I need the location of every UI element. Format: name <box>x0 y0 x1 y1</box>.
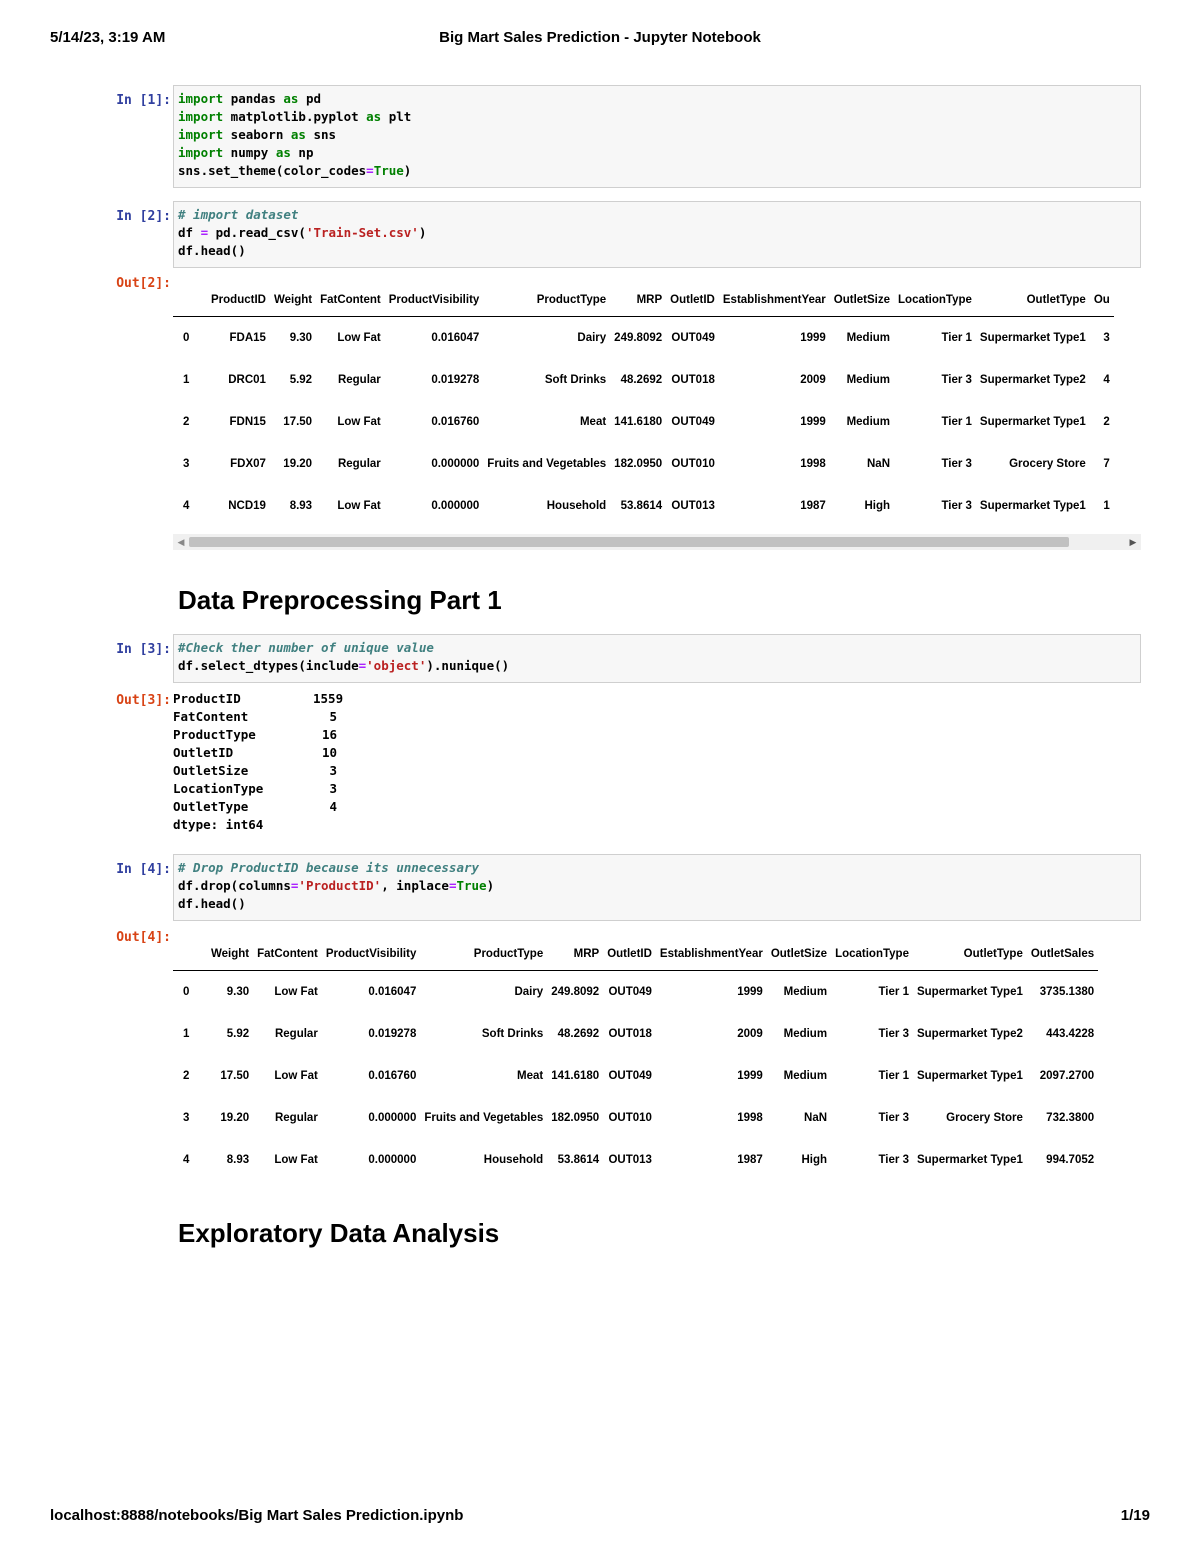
column-header: ProductVisibility <box>385 284 484 317</box>
table-cell: 2009 <box>737 1028 763 1040</box>
column-header: ProductType <box>483 284 610 317</box>
column-header: MRP <box>610 284 666 317</box>
table-cell: 141.6180 <box>551 1070 600 1082</box>
table-cell: 0.016760 <box>431 416 480 428</box>
column-header: OutletID <box>603 938 656 971</box>
table-cell: Regular <box>274 1028 318 1040</box>
table-cell: Dairy <box>577 332 607 344</box>
table-cell: Tier 1 <box>941 416 972 428</box>
print-header <box>50 29 1150 49</box>
table-cell: 2097.2700 <box>1039 1070 1095 1082</box>
table-cell: 0.016760 <box>368 1070 417 1082</box>
output-cell-3 <box>105 690 1141 840</box>
page-title: Big Mart Sales Prediction - Jupyter Notebook <box>439 29 761 46</box>
table-cell: 5.92 <box>289 374 313 386</box>
table-cell: Grocery Store <box>946 1111 1023 1124</box>
table-cell: Tier 3 <box>941 374 972 386</box>
series-row <box>173 690 1141 708</box>
horizontal-scrollbar[interactable] <box>173 534 1141 550</box>
series-dtype: dtype: int64 <box>173 817 264 832</box>
table-cell: Tier 3 <box>878 1112 909 1124</box>
table-cell: 1999 <box>737 986 763 998</box>
series-row <box>173 708 1141 726</box>
table-row <box>173 359 1114 401</box>
table-cell: Household <box>546 500 607 512</box>
table-cell: 1999 <box>800 416 826 428</box>
series-row <box>173 762 1141 780</box>
table-cell: 3 <box>1103 332 1110 344</box>
table-cell: Supermarket Type2 <box>979 373 1086 386</box>
page-number: 1/19 <box>1120 1507 1150 1524</box>
table-cell: 17.50 <box>220 1070 250 1082</box>
column-header: OutletSales <box>1027 938 1098 971</box>
row-index: 2 <box>183 1070 190 1082</box>
column-header: OutletType <box>913 938 1027 971</box>
table-cell: 2 <box>1103 416 1110 428</box>
table-cell: 0.000000 <box>431 500 480 512</box>
series-value: 10 <box>321 745 337 760</box>
series-key: FatContent <box>173 709 249 724</box>
table-row <box>173 317 1114 360</box>
table-cell: Low Fat <box>274 1154 318 1166</box>
table-cell: 1 <box>1103 500 1110 512</box>
scroll-left-icon[interactable]: ◀ <box>177 537 185 547</box>
table-cell: Tier 3 <box>878 1028 909 1040</box>
table-cell: Supermarket Type1 <box>916 985 1023 998</box>
table-cell: 0.016047 <box>368 986 417 998</box>
column-header: EstablishmentYear <box>656 938 767 971</box>
column-header: FatContent <box>253 938 322 971</box>
table-cell: 182.0950 <box>551 1112 600 1124</box>
code-cell-3 <box>105 634 1141 684</box>
table-cell: OUT049 <box>608 1070 652 1082</box>
table-cell: 141.6180 <box>614 416 663 428</box>
table-cell: 249.8092 <box>551 986 600 998</box>
table-cell: 182.0950 <box>614 458 663 470</box>
series-value: 4 <box>329 799 337 814</box>
column-header <box>173 938 207 971</box>
table-cell: Supermarket Type1 <box>979 499 1086 512</box>
row-index: 3 <box>183 458 190 470</box>
column-header: OutletType <box>976 284 1090 317</box>
table-cell: Tier 1 <box>878 986 909 998</box>
code-cell-1 <box>105 85 1141 189</box>
print-footer <box>50 1507 1150 1527</box>
row-index: 4 <box>183 1154 190 1166</box>
column-header: OutletID <box>666 284 719 317</box>
table-cell: Low Fat <box>337 332 381 344</box>
series-value: 1559 <box>313 691 344 706</box>
table-row <box>173 443 1114 485</box>
table-cell: 53.8614 <box>557 1154 600 1166</box>
table-cell: OUT018 <box>671 374 715 386</box>
table-cell: 0.000000 <box>368 1112 417 1124</box>
row-index: 2 <box>183 416 190 428</box>
scroll-right-icon[interactable]: ▶ <box>1129 537 1137 547</box>
dataframe-table-2 <box>173 938 1098 1181</box>
table-cell: 9.30 <box>226 986 250 998</box>
table-cell: Tier 3 <box>941 500 972 512</box>
table-cell: OUT013 <box>608 1154 652 1166</box>
table-cell: OUT010 <box>671 458 715 470</box>
table-cell: DRC01 <box>228 374 266 386</box>
column-header: EstablishmentYear <box>719 284 830 317</box>
table-cell: FDA15 <box>229 332 266 344</box>
table-cell: Dairy <box>514 986 544 998</box>
series-row <box>173 780 1141 798</box>
code-kw: import <box>178 91 224 106</box>
column-header: FatContent <box>316 284 385 317</box>
in-prompt-3: In [3]: <box>116 642 171 657</box>
table-cell: 443.4228 <box>1046 1028 1095 1040</box>
column-header: ProductType <box>420 938 547 971</box>
table-row <box>173 1097 1098 1139</box>
row-index: 1 <box>183 1028 190 1040</box>
in-prompt-1: In [1]: <box>116 93 171 108</box>
table-cell: Tier 3 <box>878 1154 909 1166</box>
table-cell: NaN <box>804 1112 828 1124</box>
series-key: ProductType <box>173 727 256 742</box>
table-cell: High <box>864 500 891 512</box>
table-cell: 53.8614 <box>620 500 663 512</box>
nunique-series-output <box>173 690 1141 840</box>
out-prompt-2: Out[2]: <box>116 276 171 291</box>
table-cell: 1999 <box>737 1070 763 1082</box>
table-cell: 1987 <box>737 1154 763 1166</box>
table-cell: 5.92 <box>226 1028 250 1040</box>
table-cell: 732.3800 <box>1046 1112 1095 1124</box>
output-cell-4 <box>105 930 1141 1190</box>
table-cell: Low Fat <box>337 500 381 512</box>
print-date: 5/14/23, 3:19 AM <box>50 29 166 46</box>
table-cell: 249.8092 <box>614 332 663 344</box>
series-value: 3 <box>329 763 337 778</box>
table-cell: 0.000000 <box>368 1154 417 1166</box>
in-prompt-2: In [2]: <box>116 209 171 224</box>
table-cell: 4 <box>1103 374 1110 386</box>
table-cell: Low Fat <box>337 416 381 428</box>
row-index: 4 <box>183 500 190 512</box>
table-cell: 2009 <box>800 374 826 386</box>
output-cell-2 <box>105 276 1141 556</box>
table-cell: Low Fat <box>274 986 318 998</box>
table-cell: Supermarket Type1 <box>979 331 1086 344</box>
table-cell: Low Fat <box>274 1070 318 1082</box>
table-cell: 19.20 <box>220 1112 250 1124</box>
column-header: ProductID <box>207 284 270 317</box>
table-cell: 1998 <box>737 1112 763 1124</box>
section-heading-eda: Exploratory Data Analysis <box>178 1218 500 1248</box>
table-cell: OUT013 <box>671 500 715 512</box>
table-cell: 1987 <box>800 500 826 512</box>
series-value: 3 <box>329 781 337 796</box>
table-cell: 3735.1380 <box>1039 986 1095 998</box>
column-header: LocationType <box>831 938 913 971</box>
table-cell: OUT018 <box>608 1028 652 1040</box>
table-cell: Meat <box>517 1070 544 1082</box>
table-row <box>173 971 1098 1014</box>
code-input-2[interactable]: # import dataset df = pd.read_csv('Train-Set.csv') df.head() <box>173 201 1141 268</box>
column-header: OutletSize <box>830 284 894 317</box>
column-header: MRP <box>547 938 603 971</box>
table-cell: Grocery Store <box>1009 457 1086 470</box>
table-cell: Soft Drinks <box>481 1028 544 1040</box>
table-cell: Medium <box>846 332 891 344</box>
row-index: 1 <box>183 374 190 386</box>
table-cell: NaN <box>867 458 891 470</box>
table-cell: 48.2692 <box>557 1028 600 1040</box>
table-cell: 7 <box>1103 458 1110 470</box>
series-key: OutletType <box>173 799 249 814</box>
table-cell: OUT010 <box>608 1112 652 1124</box>
row-index: 0 <box>183 986 190 998</box>
table-cell: 9.30 <box>289 332 313 344</box>
in-prompt-4: In [4]: <box>116 862 171 877</box>
dataframe-output-1 <box>173 284 1141 524</box>
table-cell: OUT049 <box>608 986 652 998</box>
table-cell: Regular <box>337 458 381 470</box>
table-cell: 0.016047 <box>431 332 480 344</box>
table-cell: Meat <box>579 416 607 428</box>
table-cell: FDX07 <box>230 458 266 470</box>
table-cell: Medium <box>846 374 891 386</box>
code-cell-4 <box>105 854 1141 922</box>
table-cell: 48.2692 <box>620 374 663 386</box>
row-index: 3 <box>183 1112 190 1124</box>
series-row <box>173 744 1141 762</box>
table-cell: Tier 3 <box>941 458 972 470</box>
table-cell: Medium <box>783 986 828 998</box>
table-cell: High <box>801 1154 828 1166</box>
table-cell: Soft Drinks <box>544 374 607 386</box>
table-cell: 994.7052 <box>1046 1154 1095 1166</box>
column-header <box>173 284 207 317</box>
table-cell: Supermarket Type1 <box>916 1069 1023 1082</box>
table-cell: 19.20 <box>283 458 313 470</box>
table-cell: Supermarket Type1 <box>916 1153 1023 1166</box>
table-cell: FDN15 <box>229 416 266 428</box>
table-cell: NCD19 <box>228 500 266 512</box>
table-row <box>173 1013 1098 1055</box>
series-key: ProductID <box>173 691 241 706</box>
series-key: OutletID <box>173 745 234 760</box>
series-row <box>173 798 1141 816</box>
table-row <box>173 1055 1098 1097</box>
table-cell: Tier 1 <box>878 1070 909 1082</box>
column-header: LocationType <box>894 284 976 317</box>
table-cell: Medium <box>846 416 891 428</box>
table-cell: Supermarket Type1 <box>979 415 1086 428</box>
dataframe-table-1 <box>173 284 1114 524</box>
table-row <box>173 401 1114 443</box>
code-input-4[interactable]: # Drop ProductID because its unnecessary df.drop(columns='ProductID', inplace=True) df.head() <box>173 854 1141 921</box>
code-cell-2 <box>105 201 1141 269</box>
table-cell: 17.50 <box>283 416 313 428</box>
table-header-row <box>173 284 1114 317</box>
column-header: Weight <box>270 284 316 317</box>
table-cell: 1999 <box>800 332 826 344</box>
section-heading-preprocessing: Data Preprocessing Part 1 <box>178 585 502 615</box>
table-cell: Fruits and Vegetables <box>424 1111 544 1124</box>
column-header: Weight <box>207 938 253 971</box>
table-cell: Regular <box>274 1112 318 1124</box>
table-cell: 8.93 <box>289 500 313 512</box>
table-cell: Tier 1 <box>941 332 972 344</box>
series-value: 5 <box>329 709 337 724</box>
table-cell: 1998 <box>800 458 826 470</box>
table-header-row <box>173 938 1098 971</box>
column-header: OutletSize <box>767 938 831 971</box>
out-prompt-3: Out[3]: <box>116 693 171 708</box>
series-key: LocationType <box>173 781 264 796</box>
column-header: ProductVisibility <box>322 938 421 971</box>
table-cell: 0.019278 <box>368 1028 417 1040</box>
series-value: 16 <box>321 727 337 742</box>
series-row <box>173 726 1141 744</box>
table-cell: OUT049 <box>671 332 715 344</box>
series-key: OutletSize <box>173 763 249 778</box>
dataframe-output-2 <box>173 938 1141 1188</box>
table-row <box>173 1139 1098 1181</box>
table-cell: Fruits and Vegetables <box>487 457 607 470</box>
column-header: Ou <box>1090 284 1114 317</box>
table-cell: Supermarket Type2 <box>916 1027 1023 1040</box>
code-input-3[interactable]: #Check ther number of unique value df.select_dtypes(include='object').nunique() <box>173 634 1141 683</box>
table-cell: 0.019278 <box>431 374 480 386</box>
table-cell: 8.93 <box>226 1154 250 1166</box>
table-cell: Household <box>483 1154 544 1166</box>
table-cell: 0.000000 <box>431 458 480 470</box>
table-row <box>173 485 1114 524</box>
scrollbar-thumb[interactable] <box>189 537 1069 547</box>
page-url: localhost:8888/notebooks/Big Mart Sales Prediction.ipynb <box>50 1507 464 1524</box>
code-input-1[interactable]: import pandas as pd import matplotlib.pyplot as plt import seaborn as sns import numpy as np sns.set_theme(color_codes=True) <box>173 85 1141 188</box>
code-text: pandas <box>230 91 276 106</box>
table-cell: OUT049 <box>671 416 715 428</box>
table-cell: Medium <box>783 1028 828 1040</box>
table-cell: Regular <box>337 374 381 386</box>
table-cell: Medium <box>783 1070 828 1082</box>
out-prompt-4: Out[4]: <box>116 930 171 945</box>
row-index: 0 <box>183 332 190 344</box>
